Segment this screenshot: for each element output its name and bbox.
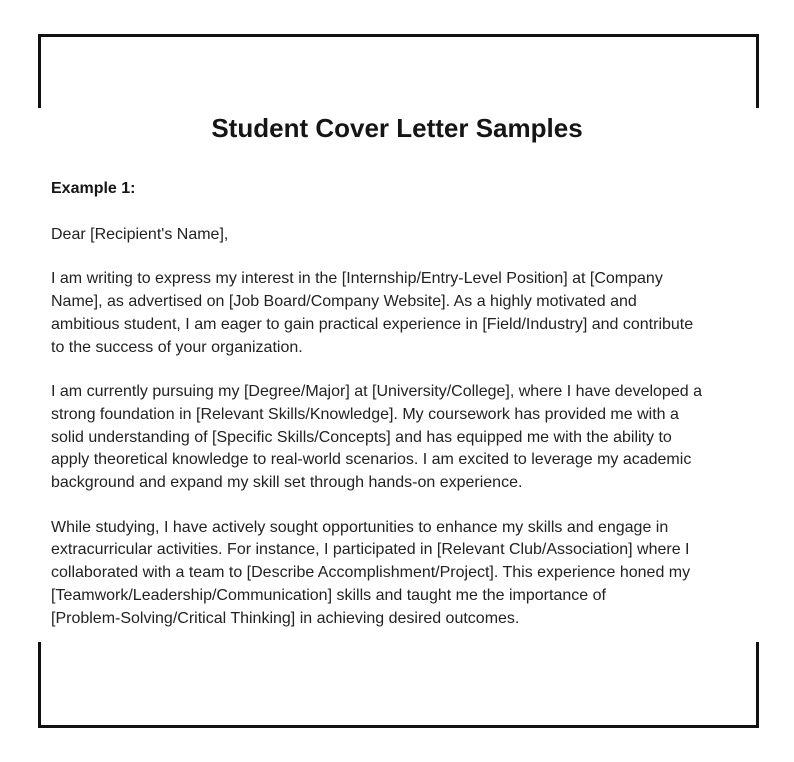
page-title: Student Cover Letter Samples <box>211 113 583 143</box>
salutation: Dear [Recipient's Name], <box>51 225 229 243</box>
paragraph-line: strong foundation in [Relevant Skills/Knowledge]. My coursework has provided me with a <box>51 405 679 423</box>
paragraph-line: While studying, I have actively sought opportunities to enhance my skills and engage in <box>51 518 669 536</box>
paragraph-line: [Teamwork/Leadership/Communication] skills and taught me the importance of <box>51 586 606 604</box>
paragraph-intro <box>51 268 751 359</box>
paragraph-line: collaborated with a team to [Describe Accomplishment/Project]. This experience honed my <box>51 564 691 582</box>
frame-bottom-bracket <box>38 642 759 728</box>
paragraph-line: apply theoretical knowledge to real-world scenarios. I am excited to leverage my academic <box>51 451 692 469</box>
paragraph-line: extracurricular activities. For instance, I participated in [Relevant Club/Association] where I <box>51 541 690 559</box>
paragraph-line: [Problem-Solving/Critical Thinking] in achieving desired outcomes. <box>51 609 520 627</box>
frame-top-bracket <box>38 34 759 108</box>
paragraph-activities <box>51 517 751 631</box>
paragraph-line: I am currently pursuing my [Degree/Major] at [University/College], where I have developed a <box>51 383 702 401</box>
paragraph-line: to the success of your organization. <box>51 338 303 356</box>
paragraph-line: ambitious student, I am eager to gain practical experience in [Field/Industry] and contribute <box>51 315 694 333</box>
paragraph-line: background and expand my skill set through hands-on experience. <box>51 474 523 492</box>
paragraph-line: I am writing to express my interest in the [Internship/Entry-Level Position] at [Company <box>51 270 663 288</box>
example-label: Example 1: <box>51 180 136 197</box>
paragraph-line: solid understanding of [Specific Skills/Concepts] and has equipped me with the ability to <box>51 428 672 446</box>
paragraph-line: Name], as advertised on [Job Board/Company Website]. As a highly motivated and <box>51 293 637 311</box>
paragraph-education <box>51 381 751 495</box>
letter-body <box>51 178 751 652</box>
